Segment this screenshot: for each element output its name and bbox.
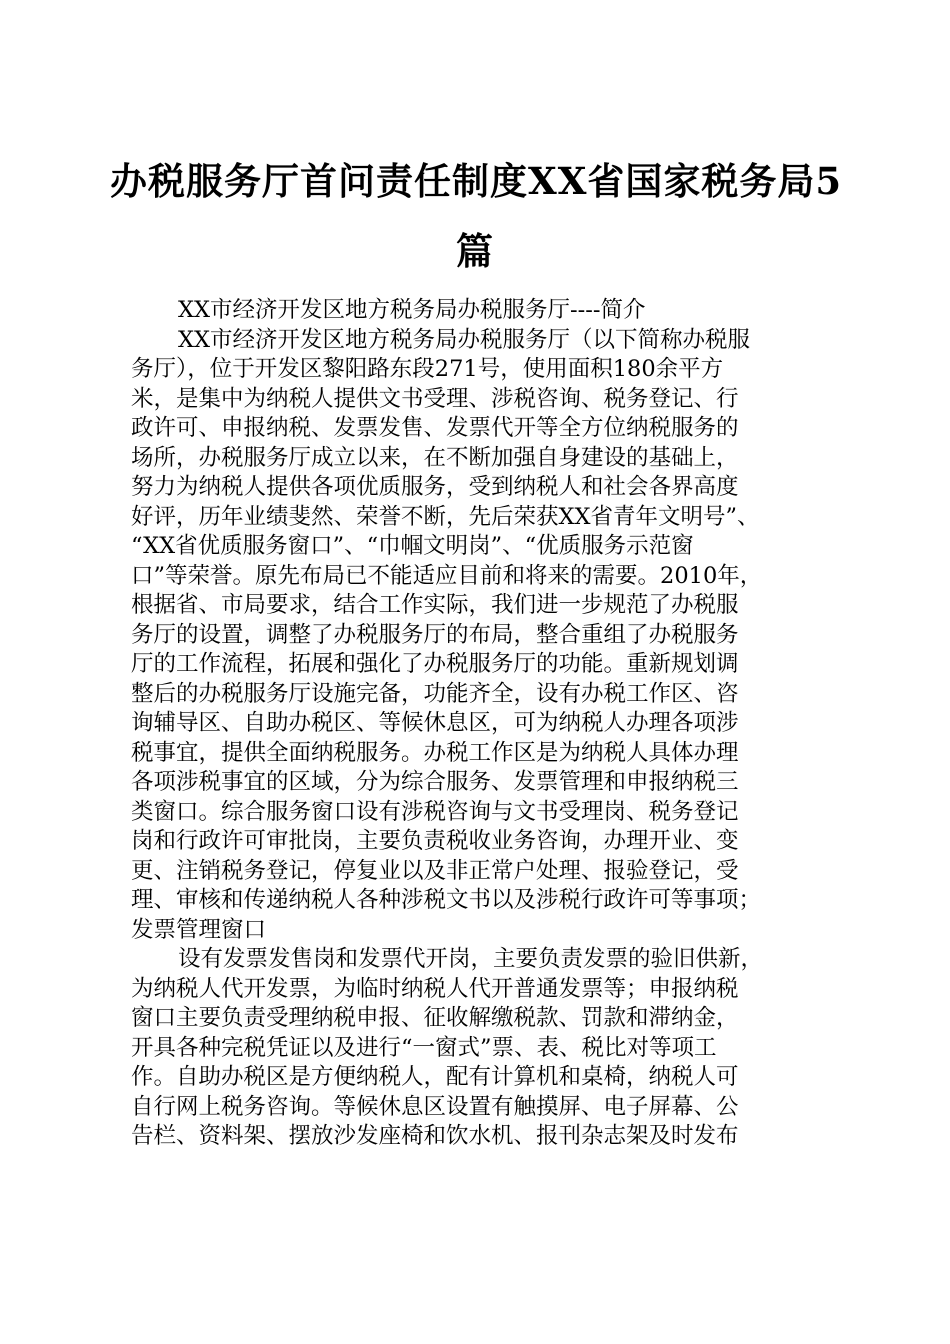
paragraph-line: 税事宜，提供全面纳税服务。办税工作区是为纳税人具体办理 xyxy=(131,739,739,766)
paragraph-line: 发票管理窗口 xyxy=(131,916,267,943)
intro-heading-line: XX市经济开发区地方税务局办税服务厅----简介 xyxy=(178,297,646,323)
paragraph-line: 务厅），位于开发区黎阳路东段271号，使用面积180余平方 xyxy=(131,356,724,382)
paragraph-line: 告栏、资料架、摆放沙发座椅和饮水机、报刊杂志架及时发布 xyxy=(131,1123,739,1149)
paragraph-line: 口”等荣誉。原先布局已不能适应目前和将来的需要。2010年， xyxy=(131,562,763,589)
document-title xyxy=(110,158,843,298)
title-line-1: 办税服务厅首问责任制度XX省国家税务局5 xyxy=(110,159,843,203)
paragraph-line: 询辅导区、自助办税区、等候休息区，可为纳税人办理各项涉 xyxy=(131,710,739,736)
title-line-2: 篇 xyxy=(456,229,494,273)
paragraph-line: 根据省、市局要求，结合工作实际，我们进一步规范了办税服 xyxy=(131,592,739,618)
paragraph-line: XX市经济开发区地方税务局办税服务厅（以下简称办税服 xyxy=(178,326,751,353)
paragraph-line: 务厅的设置，调整了办税服务厅的布局，整合重组了办税服务 xyxy=(131,621,739,648)
paragraph-line: 好评，历年业绩斐然、荣誉不断，先后荣获XX省青年文明号”、 xyxy=(131,503,760,530)
paragraph-line: 作。自助办税区是方便纳税人，配有计算机和桌椅，纳税人可 xyxy=(131,1064,739,1090)
paragraph-line: 类窗口。综合服务窗口设有涉税咨询与文书受理岗、税务登记 xyxy=(131,798,739,825)
paragraph-line: 理、审核和传递纳税人各种涉税文书以及涉税行政许可等事项； xyxy=(131,887,762,913)
paragraph-line: 努力为纳税人提供各项优质服务，受到纳税人和社会各界高度 xyxy=(131,474,739,500)
paragraph-line: 开具各种完税凭证以及进行“一窗式”票、表、税比对等项工 xyxy=(131,1034,717,1061)
paragraph-line: 场所，办税服务厅成立以来，在不断加强自身建设的基础上， xyxy=(131,444,739,471)
paragraph-line: 岗和行政许可审批岗，主要负责税收业务咨询，办理开业、变 xyxy=(131,828,739,854)
paragraph-line: 更、注销税务登记，停复业以及非正常户处理、报验登记，受 xyxy=(131,857,739,884)
paragraph-line: 米，是集中为纳税人提供文书受理、涉税咨询、税务登记、行 xyxy=(131,385,739,412)
paragraph-line: “XX省优质服务窗口”、“巾帼文明岗”、“优质服务示范窗 xyxy=(131,533,694,559)
paragraph-line: 窗口主要负责受理纳税申报、征收解缴税款、罚款和滞纳金， xyxy=(131,1005,739,1031)
paragraph-line: 设有发票发售岗和发票代开岗，主要负责发票的验旧供新， xyxy=(178,946,764,972)
paragraph-line: 政许可、申报纳税、发票发售、发票代开等全方位纳税服务的 xyxy=(131,415,739,441)
document-body xyxy=(131,296,836,1152)
paragraph-line: 整后的办税服务厅设施完备，功能齐全，设有办税工作区、咨 xyxy=(131,680,739,707)
paragraph-line: 各项涉税事宜的区域，分为综合服务、发票管理和申报纳税三 xyxy=(131,769,739,795)
paragraph-line: 为纳税人代开发票，为临时纳税人代开普通发票等；申报纳税 xyxy=(131,975,739,1002)
paragraph-line: 厅的工作流程，拓展和强化了办税服务厅的功能。重新规划调 xyxy=(131,651,739,677)
paragraph-line: 自行网上税务咨询。等候休息区设置有触摸屏、电子屏幕、公 xyxy=(131,1093,739,1120)
